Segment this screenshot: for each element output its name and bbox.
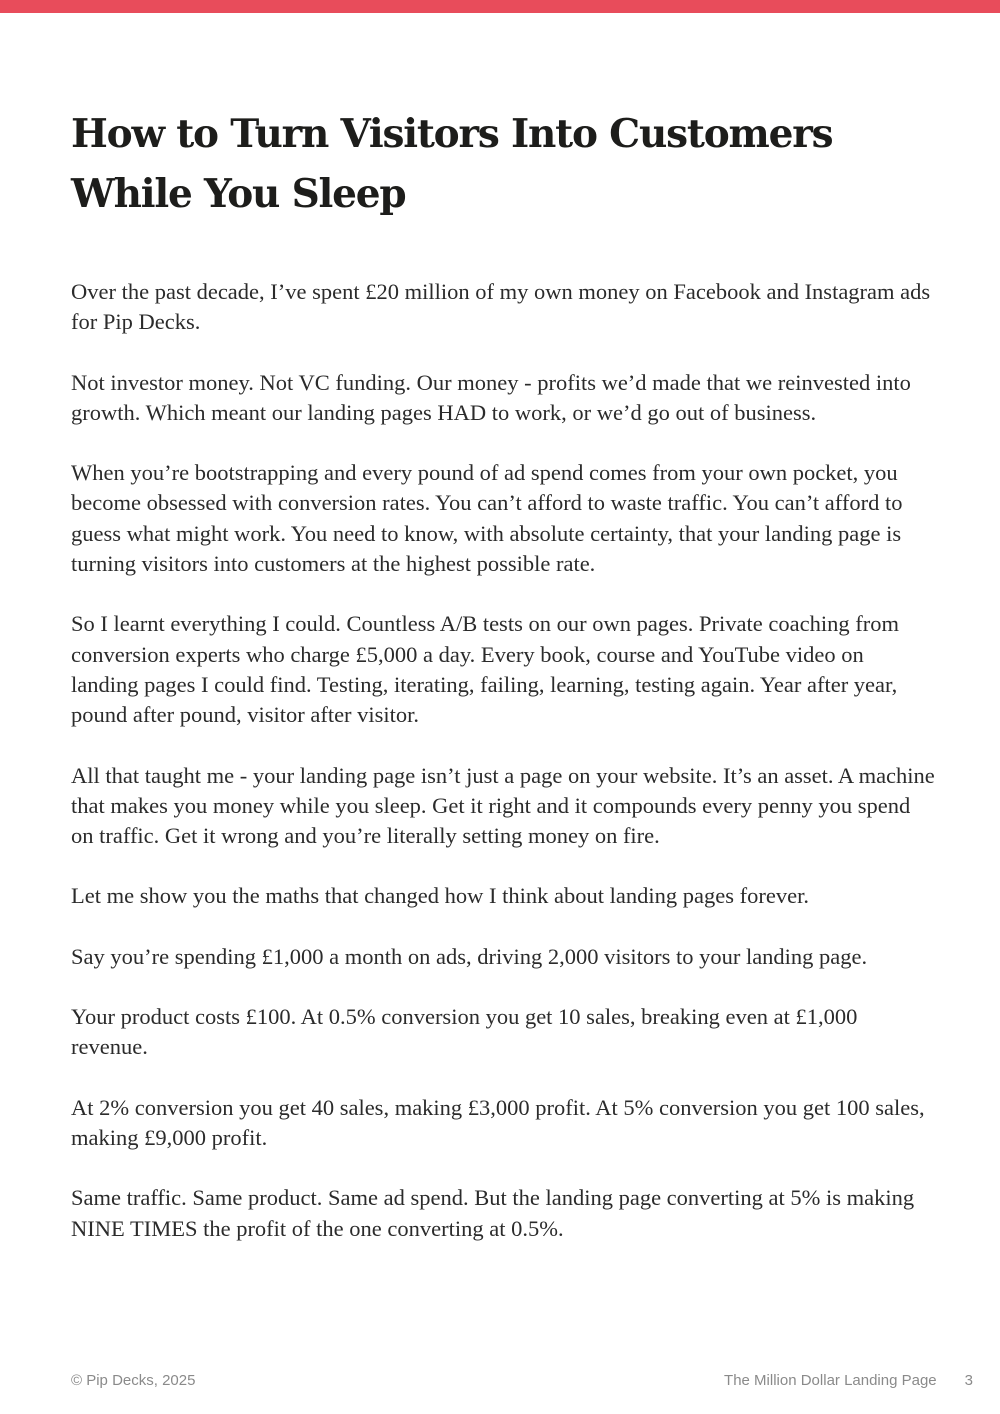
paragraph-10: Same traffic. Same product. Same ad spend. But the landing page converting at 5% is making NINE TIMES the profit of the one converting at 0.5%. [71, 1185, 915, 1241]
paragraph-6: Let me show you the maths that changed how I think about landing pages forever. [71, 883, 809, 909]
accent-top-bar [0, 0, 1000, 13]
paragraph-3: When you’re bootstrapping and every pound of ad spend comes from your own pocket, you become obsessed with conversion rates. You can’t afford to waste traffic. You can’t afford to guess what might work. You need to know, with absolute certainty, that your landing page is turning visitors into customers at the highest possible rate. [71, 460, 903, 577]
footer-document-title: The Million Dollar Landing Page [724, 1372, 937, 1389]
paragraph-9: At 2% conversion you get 40 sales, making £3,000 profit. At 5% conversion you get 100 sales, making £9,000 profit. [71, 1094, 925, 1150]
paragraph-1: Over the past decade, I’ve spent £20 million of my own money on Facebook and Instagram ads for Pip Decks. [71, 279, 931, 335]
page-title: How to Turn Visitors Into Customers While You Sleep [71, 111, 833, 217]
paragraph-2: Not investor money. Not VC funding. Our money - profits we’d made that we reinvested into growth. Which meant our landing pages HAD to work, or we’d go out of business. [71, 369, 911, 425]
footer-copyright: © Pip Decks, 2025 [71, 1372, 196, 1389]
article-body [71, 277, 936, 1244]
footer-right [724, 1372, 973, 1390]
paragraph-7: Say you’re spending £1,000 a month on ads, driving 2,000 visitors to your landing page. [71, 943, 868, 969]
paragraph-4: So I learnt everything I could. Countless A/B tests on our own pages. Private coaching from conversion experts who charge £5,000 a day. Every book, course and YouTube video on landing pages I could find. Testing, iterating, failing, learning, testing again. Year after year, pound after pound, visitor after visitor. [71, 611, 899, 728]
page-number: 3 [964, 1372, 973, 1389]
paragraph-8: Your product costs £100. At 0.5% conversion you get 10 sales, breaking even at £1,000 revenue. [71, 1004, 858, 1060]
page-content [71, 104, 936, 1274]
paragraph-5: All that taught me - your landing page isn’t just a page on your website. It’s an asset. A machine that makes you money while you sleep. Get it right and it compounds every penny you spend on traffic. Get it wrong and you’re literally setting money on fire. [71, 762, 935, 849]
